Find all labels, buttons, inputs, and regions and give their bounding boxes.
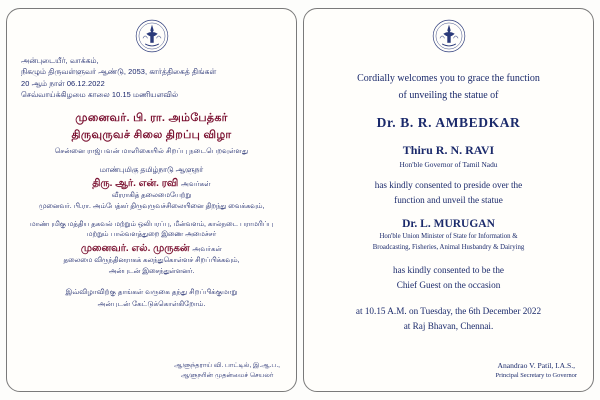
english-event-time: at 10.15 A.M. on Tuesday, the 6th December 2022 [355,306,542,317]
english-guest-action-line-2: Chief Guest on the occasion [396,279,501,290]
tamil-presider-name [21,176,282,191]
tamil-chief-guest-block [21,220,282,278]
tamil-date-line-2: 20 ஆம் நாள் 06.12.2022 [21,78,105,88]
tamil-presider-block [21,164,282,212]
tamil-salutation: அன்புடையீர், வாக்கம், [21,56,99,65]
tamil-chief-intro-2: மற்றும் பால்வளத்துறை இணை அமைச்சர் [86,231,217,239]
english-cordial-block [318,71,579,104]
tamil-invite-line-2: அன்புடன் கேட்டுக்கொள்கிறோம். [97,299,206,308]
english-guest-name: Dr. L. MURUGAN [402,218,495,231]
tamil-event-title-line-1: முனைவர். பி. ரா. அம்பேத்கர் [75,111,228,124]
english-governor-action-block [318,178,579,207]
english-guest-action-block [318,263,579,293]
english-governor-name: Thiru R. N. RAVI [402,143,495,157]
tamil-presider-note-1: வீரராகித் தலைமையேற்று [111,192,192,200]
tamil-event-title-line-2: திருவுருவச் சிலை திறப்பு விழா [71,128,232,141]
tamil-invitation-card [6,8,297,392]
english-cordial-line-2: of unveiling the statue of [398,89,499,101]
tamil-presider-name-text: திரு. ஆர். என். ரவி [92,178,179,190]
english-signature-title: Principal Secretary to Governor [495,372,577,380]
tamil-chief-name-suffix: அவர்கள் [192,243,223,253]
english-signature-name: Anandrao V. Patil, I.A.S., [497,361,576,370]
tamil-date-line-3: செவ்வாய்க்கிழமை காலை 10.15 மணியளவில் [21,90,179,100]
tamil-chief-name-text: முனைவர். எல். முருகன் [80,242,190,254]
tamil-signature-name: ஆளுந்தராய் வி. பாட்டில், இ.ஆ.ப., [174,362,280,370]
tamil-presider-name-suffix: அவர்கள் [181,179,211,189]
english-signature-block [496,360,577,381]
english-guest-role-block [318,232,579,252]
emblem-container-tamil [21,19,282,55]
tamil-chief-name [21,241,282,256]
tamil-invite-block [21,287,282,310]
english-guest-action-line-1: has kindly consented to be the [393,264,504,275]
tamil-signature-title: ஆளுநரின் முதன்மைச் செயலர் [180,372,274,380]
english-governor-role: Hon'ble Governor of Tamil Nadu [399,160,498,169]
emblem-container-english [318,19,579,55]
english-invitation-card [303,8,594,392]
tamil-chief-intro-1: மாண்புமிகு மத்திய தகவல் மற்றும் ஒலிபரப்பு, மீன்வளம், கால்நடை பராமரிப்பு [29,220,273,228]
government-emblem-icon [135,19,169,53]
tamil-date-line-1: நிகழும் திருவள்ளுவர் ஆண்டு, 2053, கார்த்திகைத் திங்கள் [21,67,217,77]
english-governor-action-line-1: has kindly consented to preside over the [374,180,523,190]
tamil-chief-note-1: தலைமை விருந்தினராகக் கலந்துகொள்ளச் சிறப்பிக்கவும், [63,256,240,264]
tamil-signature-block [174,361,280,381]
english-guest-role-line-1: Hon'ble Union Minister of State for Information & [379,233,518,241]
english-event-venue: at Raj Bhavan, Chennai. [403,320,494,331]
tamil-invite-line-1: இவ்விழாவிற்கு தாங்கள் வருகை தந்து சிறப்பிக்குமாறு [65,288,238,297]
english-guest-role-line-2: Broadcasting, Fisheries, Animal Husbandry & Dairying [372,243,525,251]
government-emblem-icon [432,19,466,53]
english-honoree-name: Dr. B. R. AMBEDKAR [376,115,521,130]
tamil-chief-note-2: அன்புடன் இசைந்துள்ளனர். [108,267,195,275]
tamil-venue: சென்னை ராஜ்பவன் மாளிகையில் சிறப்பு நடைபெறவுள்ளது [54,146,249,156]
english-governor-action-line-2: function and unveil the statue [394,194,503,205]
english-event-details-block [318,304,579,333]
tamil-presider-intro: மாண்புமிகு தமிழ்நாடு ஆளுநர் [99,165,204,175]
english-cordial-line-1: Cordially welcomes you to grace the function [357,73,540,84]
tamil-presider-note-2: முனைவர். பி.ரா. அம்பேத்கர் திருவுருவச்சிலையினை திறந்து வைக்கவும், [38,202,265,210]
